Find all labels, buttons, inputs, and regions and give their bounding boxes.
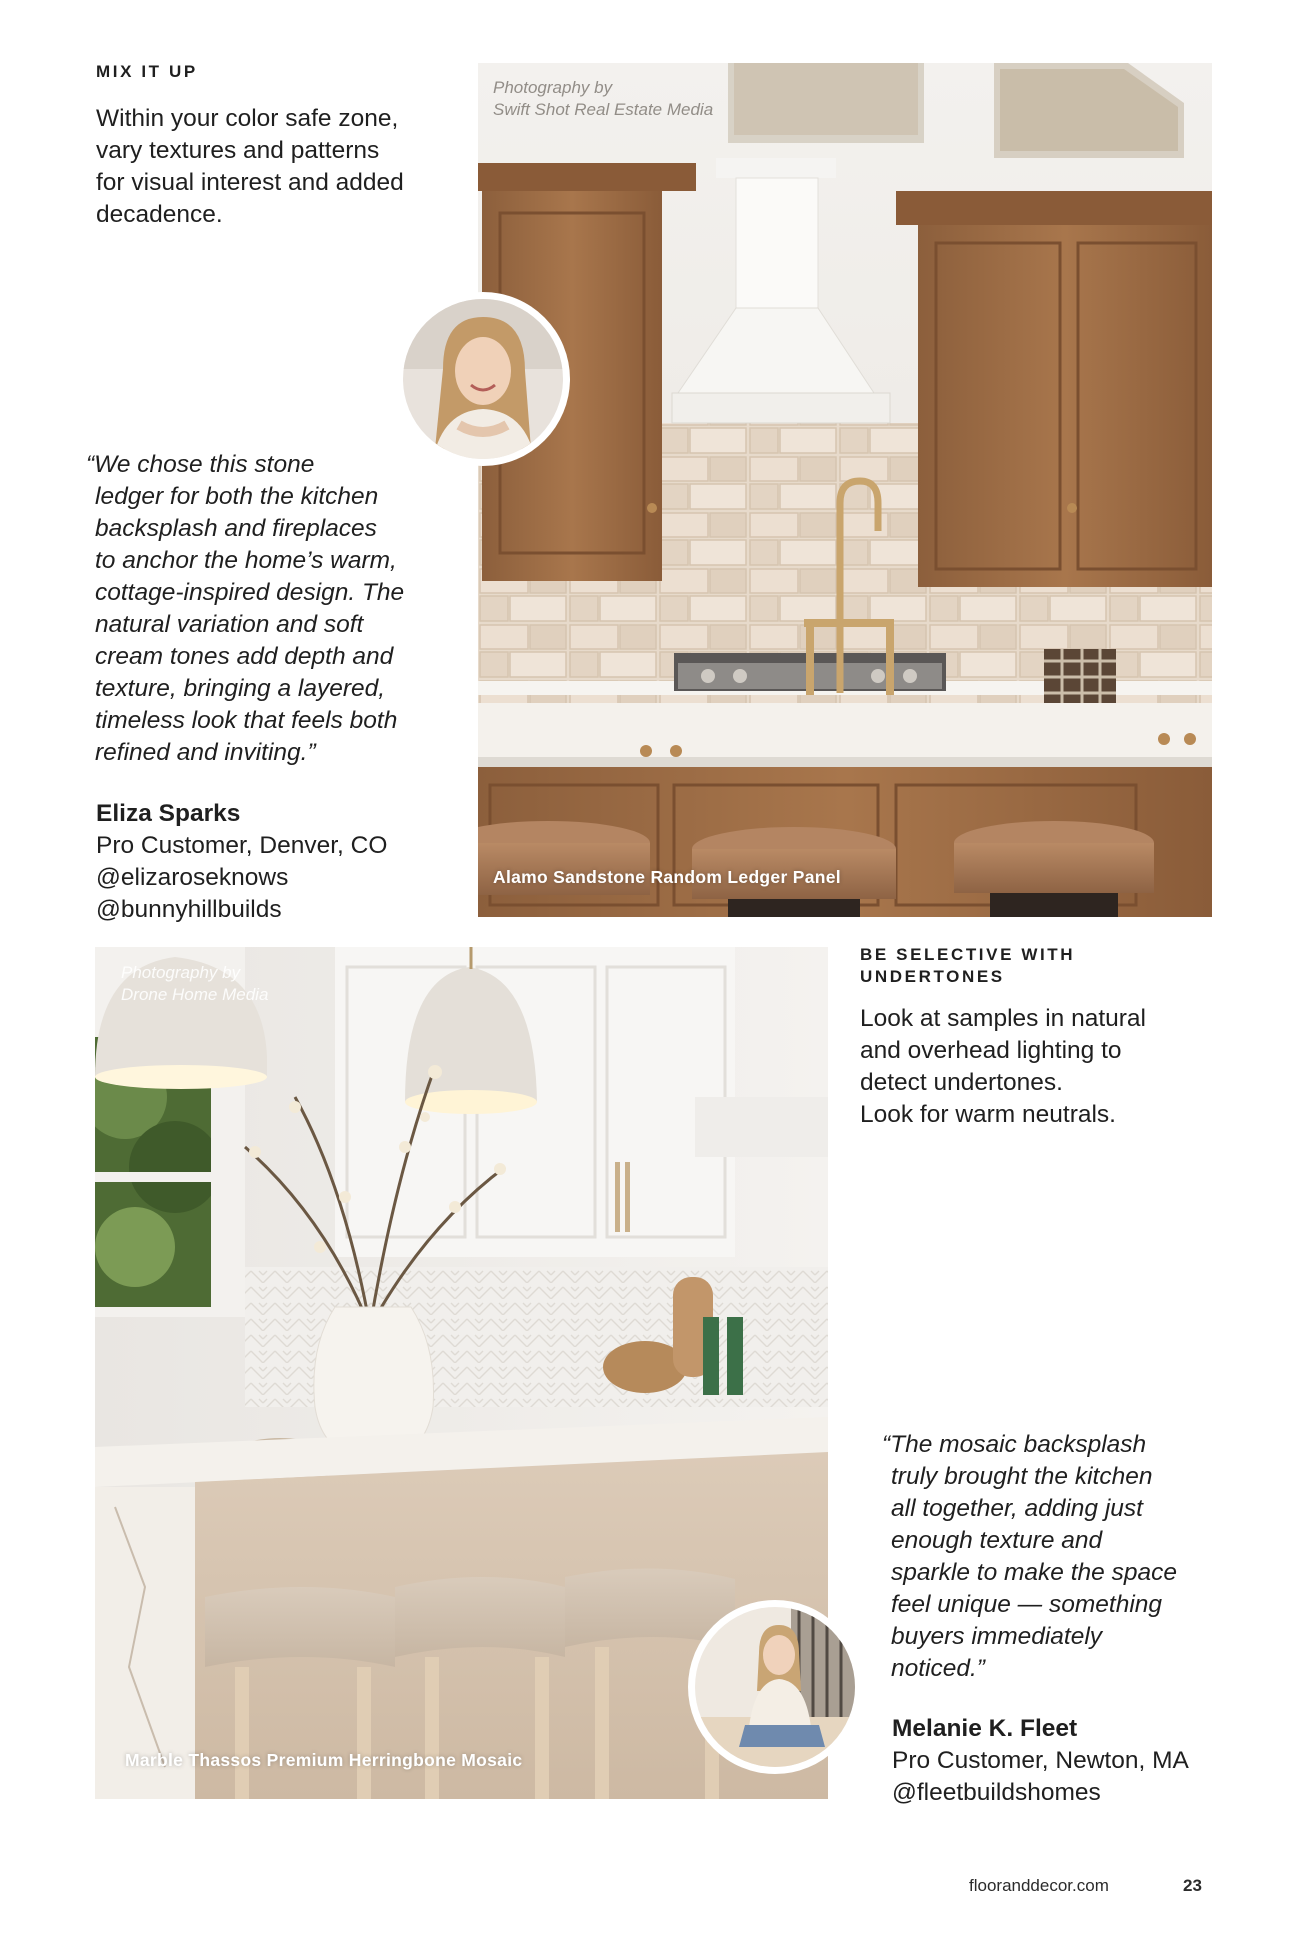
body-line: vary textures and patterns — [96, 137, 380, 164]
credit-line: Drone Home Media — [121, 985, 269, 1004]
credit-line: Photography by — [493, 78, 613, 97]
quote-line: “We chose this stone — [86, 451, 315, 478]
credit-line: Swift Shot Real Estate Media — [493, 100, 714, 119]
social-handle[interactable]: @elizaroseknows — [96, 864, 289, 891]
body-line: Look for warm neutrals. — [860, 1101, 1116, 1128]
quote-line: texture, bringing a layered, — [95, 675, 386, 702]
quote-line: ledger for both the kitchen — [95, 483, 379, 510]
body-line: for visual interest and added — [96, 169, 404, 196]
quote-line: cottage-inspired design. The — [95, 579, 405, 606]
body-line: and overhead lighting to — [860, 1037, 1122, 1064]
photo-credit-drone-home — [121, 962, 268, 1006]
customer-avatar-melanie — [688, 1600, 862, 1774]
quote-line: buyers immediately — [891, 1623, 1103, 1650]
page-number: 23 — [1183, 1876, 1202, 1895]
kicker-line: BE SELECTIVE WITH — [860, 945, 1076, 964]
quote-line: natural variation and soft — [95, 611, 364, 638]
quote-line: truly brought the kitchen — [891, 1463, 1153, 1490]
portrait-eliza — [403, 299, 563, 459]
testimonial-attribution-melanie — [892, 1713, 1189, 1809]
social-handle[interactable]: @bunnyhillbuilds — [96, 896, 282, 923]
customer-name: Melanie K. Fleet — [892, 1715, 1078, 1742]
testimonial-attribution-eliza — [96, 798, 387, 926]
quote-line: feel unique — something — [891, 1591, 1163, 1618]
social-handle[interactable]: @fleetbuildshomes — [892, 1779, 1101, 1806]
quote-line: to anchor the home’s warm, — [95, 547, 397, 574]
testimonial-quote-melanie — [882, 1429, 1177, 1685]
quote-line: all together, adding just — [891, 1495, 1143, 1522]
quote-line: noticed.” — [891, 1655, 985, 1682]
body-line: decadence. — [96, 201, 223, 228]
testimonial-quote-eliza — [86, 449, 404, 769]
quote-line: backsplash and fireplaces — [95, 515, 377, 542]
customer-role: Pro Customer, Denver, CO — [96, 832, 388, 859]
kitchen-photo-illustration — [478, 63, 1212, 917]
body-line: detect undertones. — [860, 1069, 1063, 1096]
product-caption-thassos: Marble Thassos Premium Herringbone Mosaic — [125, 1750, 523, 1770]
footer-website-link[interactable]: flooranddecor.com — [969, 1876, 1109, 1895]
product-caption-alamo: Alamo Sandstone Random Ledger Panel — [493, 867, 841, 887]
photo-credit-swift-shot — [493, 77, 713, 121]
quote-line: cream tones add depth and — [95, 643, 394, 670]
body-line: Within your color safe zone, — [96, 105, 399, 132]
kicker-line: UNDERTONES — [860, 967, 1005, 986]
section-body-mix-it-up — [96, 103, 456, 231]
customer-avatar-eliza — [396, 292, 570, 466]
section-body-undertones — [860, 1003, 1220, 1131]
credit-line: Photography by — [121, 963, 241, 982]
quote-line: refined and inviting.” — [95, 739, 316, 766]
body-line: Look at samples in natural — [860, 1005, 1146, 1032]
kitchen-photo-stone-ledger — [478, 63, 1212, 917]
quote-line: sparkle to make the space — [891, 1559, 1177, 1586]
section-kicker-mix-it-up: MIX IT UP — [96, 62, 198, 81]
quote-line: timeless look that feels both — [95, 707, 398, 734]
customer-role: Pro Customer, Newton, MA — [892, 1747, 1189, 1774]
quote-line: enough texture and — [891, 1527, 1103, 1554]
quote-line: “The mosaic backsplash — [882, 1431, 1147, 1458]
portrait-melanie — [695, 1607, 855, 1767]
customer-name: Eliza Sparks — [96, 800, 241, 827]
section-kicker-undertones — [860, 944, 1075, 988]
